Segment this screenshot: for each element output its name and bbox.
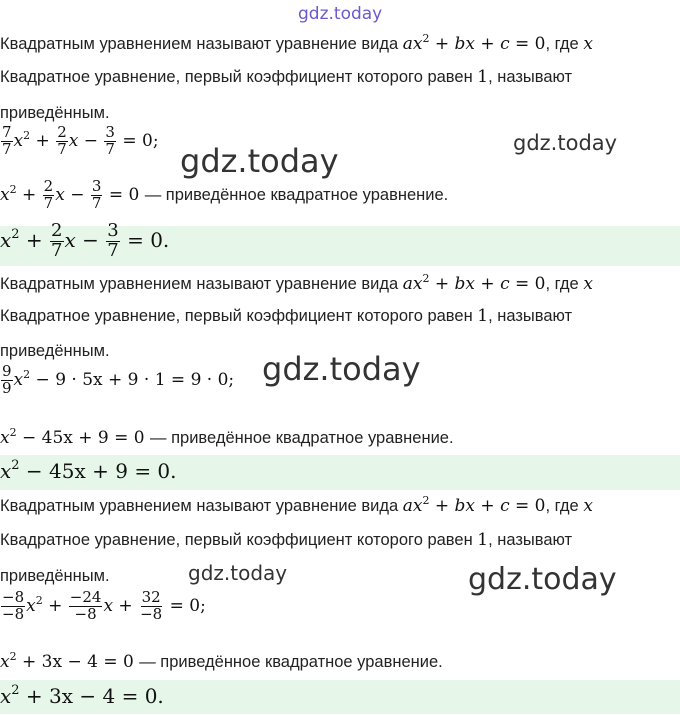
equation-step1: $\frac{-8}{-8}$ $x^2$ + $\frac{-24}{-8}$ x + $\frac{32}{-8}$ = 0; <box>2 588 206 623</box>
reduced-text: Квадратное уравнение, первый коэффициент которого равен <box>0 531 478 549</box>
definition-tail: , где <box>545 497 584 515</box>
equation-step1: $\frac{7}{7}$ $x^2$ + $\frac{2}{7}$ x − $\frac{3}{7}$ = 0; <box>2 123 159 158</box>
coefficient-one: 1 <box>477 67 489 87</box>
watermark: gdz.today <box>468 562 617 597</box>
definition-line <box>0 34 593 54</box>
variable-x: x <box>583 274 593 294</box>
reduced-text-tail: , называют <box>488 307 573 325</box>
reduced-definition-line2: приведённым. <box>0 342 110 360</box>
reduced-text: Квадратное уравнение, первый коэффициент которого равен <box>0 307 478 325</box>
watermark: gdz.today <box>188 561 288 585</box>
reduced-text-tail: , называют <box>488 68 573 86</box>
variable-x: x <box>583 496 593 516</box>
reduced-definition-line1 <box>0 530 572 550</box>
reduced-definition-line1 <box>0 67 572 87</box>
reduced-definition-line1 <box>0 306 572 326</box>
note-text: — приведённое квадратное уравнение. <box>139 653 443 671</box>
definition-line <box>0 496 593 516</box>
answer: $x^2 - 45x + 9 = 0$. <box>0 458 177 483</box>
definition-tail: , где <box>545 275 584 293</box>
variable-x: x <box>583 34 593 54</box>
note-text: — приведённое квадратное уравнение. <box>150 429 454 447</box>
reduced-text: Квадратное уравнение, первый коэффициент которого равен <box>0 68 478 86</box>
definition-tail: , где <box>545 35 584 53</box>
watermark: gdz.today <box>513 131 618 155</box>
equation-reduced: $x^2 - 45x + 9 = 0$ — приведённое квадратное уравнение. <box>0 426 454 448</box>
watermark: gdz.today <box>180 142 339 180</box>
note-text: — приведённое квадратное уравнение. <box>144 185 449 204</box>
general-form: $ax^2$ + bx + c = 0 <box>402 494 546 516</box>
general-form: $ax^2$ + bx + c = 0 <box>402 272 546 294</box>
equation-reduced: $x^2 + 3x - 4 = 0$ — приведённое квадратное уравнение. <box>0 650 443 672</box>
coefficient-one: 1 <box>477 530 489 550</box>
watermark: gdz.today <box>262 350 421 388</box>
reduced-text-tail: , называют <box>488 531 573 549</box>
definition-intro: Квадратным уравнением называют уравнение вида <box>0 35 403 53</box>
watermark-top: gdz.today <box>298 4 383 24</box>
answer: $x^2$ + $\frac{2}{7}$ x − $\frac{3}{7}$ = 0. <box>0 220 170 261</box>
definition-intro: Квадратным уравнением называют уравнение вида <box>0 497 403 515</box>
equation-reduced: $x^2$ + $\frac{2}{7}$ x − $\frac{3}{7}$ = 0 — приведённое квадратное уравнение. <box>0 177 449 212</box>
definition-intro: Квадратным уравнением называют уравнение вида <box>0 275 403 293</box>
reduced-definition-line2: приведённым. <box>0 104 110 122</box>
equation-step1: $\frac{9}{9}$ $x^2 - 9 \cdot 5x + 9 \cdot 1 = 9 \cdot 0$; <box>2 362 235 397</box>
coefficient-one: 1 <box>477 306 489 326</box>
answer: $x^2 + 3x - 4 = 0$. <box>0 683 164 708</box>
reduced-definition-line2: приведённым. <box>0 567 110 585</box>
definition-line <box>0 274 593 294</box>
general-form: $ax^2$ + bx + c = 0 <box>402 32 546 54</box>
